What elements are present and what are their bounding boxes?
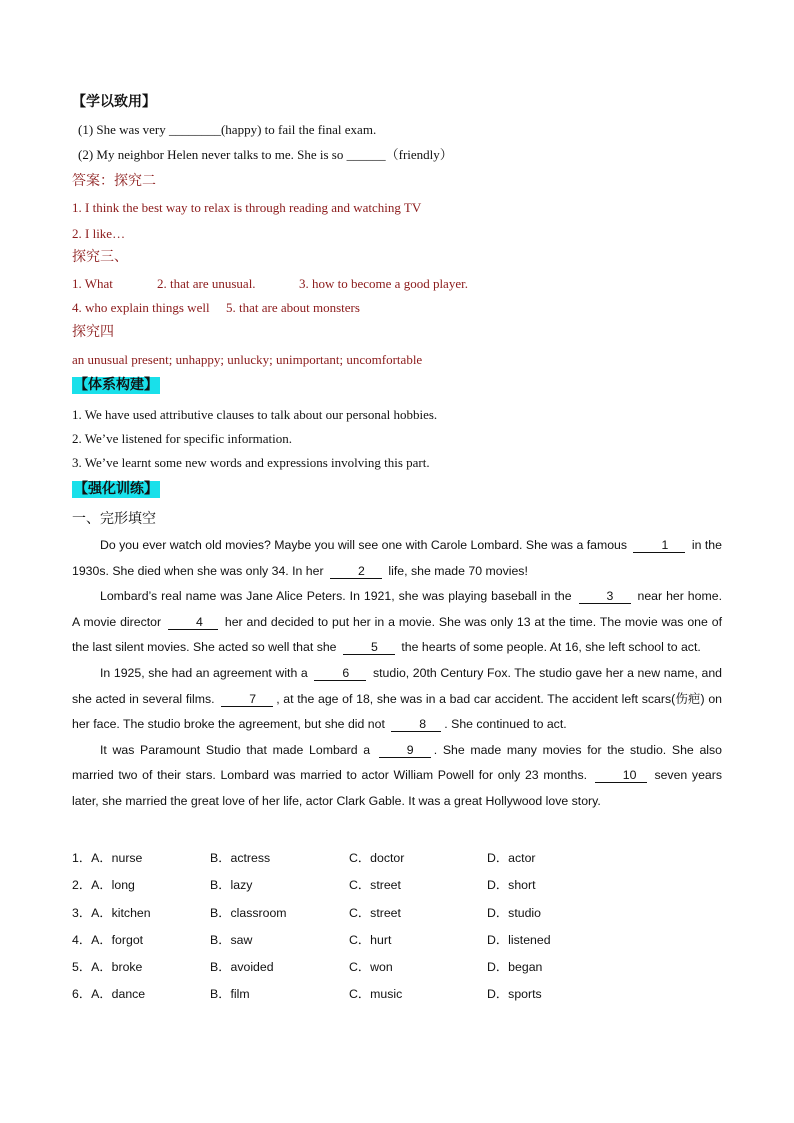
system-item: 3. We’ve learnt some new words and expressions involving this part.: [72, 455, 430, 470]
document-page: 【学以致用】 (1) She was very ________(happy) to fail the final exam. (2) My neighbor Helen never talks to me. She is so ______（friendly） 答案：探究二 1. I think the best way to relax is through reading and watching TV 2. I like… 探究三、 1. What 2. that are unusual. 3. how to become a good player. 4. who explain things well 5. that are about monsters 探究四 an unusual present; unhappy; unlucky; unimportant; uncomfortable 【体系构建】 1. We have used attributive clauses to talk about our personal hobbies. 2. We’ve listened for specific information. 3. We’ve learnt some new words and expressions involving this part. 【强化训练】 一、完形填空 Do you ever watch old movies? Maybe you will see one with Carole Lombard. She was a famous 1 in the 1930s. She died when she was only 34. In her 2 life, she made 70 movies! Lombard’s real name was Jane Alice Peters. In 1921, she was playing baseball in the 3 near her home. A movie director 4 her and decided to put her in a movie. She was only 13 at the time. The movie was one of the last silent movies. She acted so well that she 5 the hearts of some people. At 16, she left school to act. In 1925, she had an agreement with a 6 studio, 20th Century Fox. The studio gave her a new name, and she acted in several films. 7 , at the age of 18, she was in a bad car accident. The accident left scars(伤疤) on her face. The studio broke the agreement, but she did not 8 . She continued to act. It was Paramount Studio that made Lombard a 9 . She made many movies for the studio. She also married two of their stars. Lombard was married to actor William Powell for only 23 months. 10 seven years later, she married the great love of her life, actor Clark Gable. It was a great Hollywood love story. 1．A．nurse B．actress C．doctor D．actor 2．A．long B．lazy C．street D．short 3．A．kitchen B．classroom C．street D．studio 4．A．forgot B．saw C．hurt D．listened 5．A．broke B．avoided C．won D．began 6．A．dance B．film C．music D．sports: [72, 95, 723, 1001]
system-heading: 【体系构建】: [74, 378, 158, 393]
answer-label-3: 探究三、: [72, 250, 128, 265]
system-item: 1. We have used attributive clauses to talk about our personal hobbies.: [72, 407, 438, 422]
blank-10: 10: [595, 768, 647, 783]
blank-9: 9: [379, 743, 431, 758]
question-2: (2) My neighbor Helen never talks to me. She is so ______（friendly）: [78, 147, 453, 162]
answer-3-3: 3. how to become a good player.: [299, 276, 468, 291]
answer-label-4: 探究四: [72, 325, 114, 340]
cloze-paragraph-3: In 1925, she had an agreement with a 6 studio, 20th Century Fox. The studio gave her a new name, and she acted in several films. 7 , at the age of 18, she was in a bad car accident. The accident left scars(伤疤) on her face. The studio broke the agreement, but she did not 8 . She continued to act.: [72, 665, 723, 732]
blank-2: 2: [330, 564, 382, 579]
answer-3-5: 5. that are about monsters: [226, 300, 360, 315]
blank-5: 5: [343, 640, 395, 655]
answer-2-1: 1. I think the best way to relax is through reading and watching TV: [72, 200, 422, 215]
blank-4: 4: [168, 615, 218, 630]
blank-7: 7: [221, 692, 273, 707]
cloze-paragraph-4: It was Paramount Studio that made Lombard a 9 . She made many movies for the studio. She also married two of their stars. Lombard was married to actor William Powell for only 23 months. 10 seven years later, she married the great love of her life, actor Clark Gable. It was a great Hollywood love story.: [72, 742, 723, 808]
cloze-paragraph-1: Do you ever watch old movies? Maybe you will see one with Carole Lombard. She was a famous 1 in the 1930s. She died when she was only 34. In her 2 life, she made 70 movies!: [72, 538, 722, 578]
cloze-section-title: 一、完形填空: [72, 512, 156, 527]
answer-4: an unusual present; unhappy; unlucky; unimportant; uncomfortable: [72, 352, 423, 367]
question-1: (1) She was very ________(happy) to fail the final exam.: [78, 122, 377, 137]
blank-1: 1: [633, 538, 685, 553]
cloze-passage: [72, 533, 722, 815]
blank-6: 6: [314, 666, 366, 681]
system-item: 2. We’ve listened for specific information.: [72, 431, 293, 446]
answer-3-1: 1. What: [72, 276, 113, 291]
training-heading: 【强化训练】: [74, 482, 158, 497]
blank-8: 8: [391, 717, 441, 732]
answer-3-2: 2. that are unusual.: [157, 276, 256, 291]
cloze-paragraph-2: Lombard’s real name was Jane Alice Peters. In 1921, she was playing baseball in the 3 near her home. A movie director 4 her and decided to put her in a movie. She was only 13 at the time. The movie was one of the last silent movies. She acted so well that she 5 the hearts of some people. At 16, she left school to act.: [72, 589, 722, 655]
answer-label-2: 答案：探究二: [72, 174, 156, 189]
answer-3-4: 4. who explain things well: [72, 300, 210, 315]
answer-2-2: 2. I like…: [72, 226, 126, 241]
xyzy-heading: 【学以致用】: [72, 95, 156, 110]
blank-3: 3: [579, 589, 631, 604]
